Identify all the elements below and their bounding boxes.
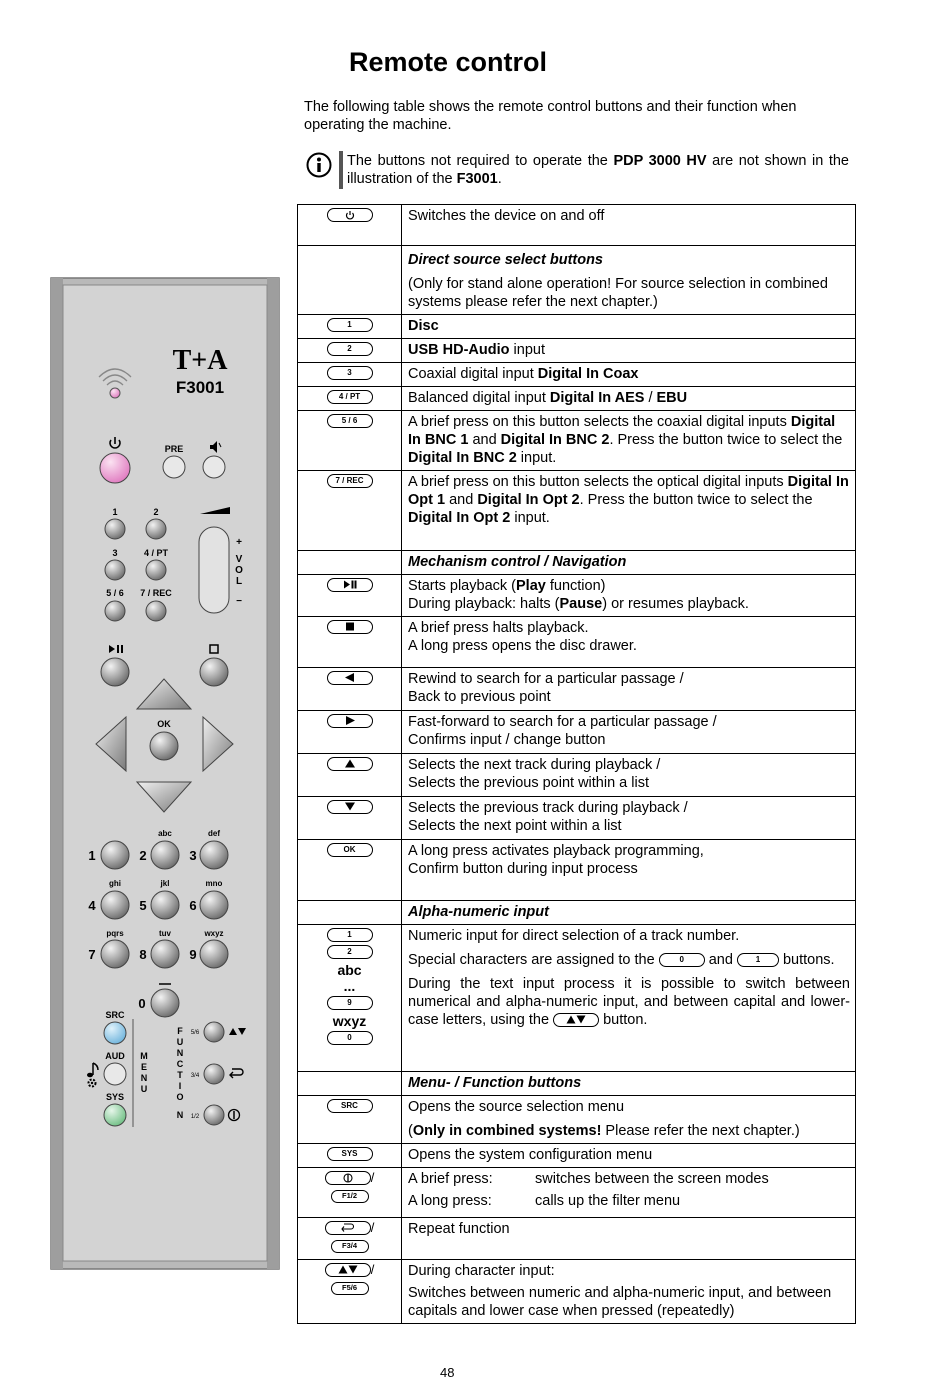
down-key xyxy=(327,800,373,814)
key-4pt-label: 4 / PT xyxy=(143,548,169,558)
volume-rocker[interactable] xyxy=(199,527,229,613)
digit-3-button[interactable] xyxy=(200,841,228,869)
arrow-up-icon xyxy=(344,759,356,768)
vol-plus-label: + xyxy=(236,537,242,548)
ok-label: OK xyxy=(157,719,171,729)
page-title: Remote control xyxy=(349,47,548,77)
stop-icon xyxy=(345,622,355,631)
menu-letter: E xyxy=(140,1062,148,1072)
power-icon xyxy=(345,210,355,220)
table-row: / F1/2 A brief press: switches between the screen modes A long press: calls up the filter menu xyxy=(298,1168,856,1218)
section-title: Menu- / Function buttons xyxy=(402,1072,856,1096)
digit-3-label: 3 xyxy=(189,848,197,863)
digit-9-button[interactable] xyxy=(200,940,228,968)
key-1: 1 xyxy=(737,953,779,967)
src-key: SRC xyxy=(327,1099,373,1113)
key-2: 2 xyxy=(327,945,373,959)
table-row xyxy=(298,1072,856,1096)
f12-key: F1/2 xyxy=(331,1190,369,1203)
up-down-icon xyxy=(566,1015,586,1024)
function-letter: U xyxy=(176,1037,184,1047)
left-key xyxy=(327,671,373,685)
table-row: Rewind to search for a particular passage / Back to previous point xyxy=(298,668,856,711)
button-function-table xyxy=(297,204,856,1324)
sys-label: SYS xyxy=(105,1092,125,1102)
ok-button[interactable] xyxy=(150,732,178,760)
right-key xyxy=(327,714,373,728)
abc-label: abc xyxy=(158,829,172,838)
aud-label: AUD xyxy=(105,1051,125,1061)
table-row: SRC Opens the source selection menu (Only in combined systems! Please refer the next chapter.) xyxy=(298,1096,856,1144)
stop-key xyxy=(327,620,373,634)
def-label: def xyxy=(208,829,220,838)
section-title: Alpha-numeric input xyxy=(402,901,856,925)
play-pause-key xyxy=(327,578,373,592)
function-12-button[interactable] xyxy=(204,1105,224,1125)
up-down-icon xyxy=(338,1265,358,1274)
digit-1-label: 1 xyxy=(88,848,96,863)
brand-logo: T+A xyxy=(172,345,228,376)
key-2: 2 xyxy=(327,342,373,356)
key-1-label: 1 xyxy=(112,507,118,517)
table-row xyxy=(298,205,856,246)
menu-letter: N xyxy=(140,1073,148,1083)
sys-button[interactable] xyxy=(104,1104,126,1126)
digit-4-button[interactable] xyxy=(101,891,129,919)
disc-label: Disc xyxy=(408,318,439,334)
digit-5-button[interactable] xyxy=(151,891,179,919)
repeat-icon xyxy=(341,1223,355,1232)
vol-minus-label: − xyxy=(236,596,242,607)
pre-button[interactable] xyxy=(163,456,185,478)
key-0: 0 xyxy=(659,953,705,967)
digit-7-label: 7 xyxy=(88,947,96,962)
key-56: 5 / 6 xyxy=(327,414,373,428)
screen-mode-icon xyxy=(343,1173,353,1183)
function-letter: N xyxy=(176,1110,184,1120)
digit-6-label: 6 xyxy=(189,898,197,913)
model-label: F3001 xyxy=(175,378,225,397)
function-letter: O xyxy=(176,1092,184,1102)
info-icon xyxy=(306,152,332,178)
table-row: 5 / 6 A brief press on this button selects the coaxial digital inputs Digital In BNC 1 and Digital In BNC 2. Press the button twice to select the Digital In BNC 2 input. xyxy=(298,411,856,471)
table-row: Starts playback (Play function) During playback: halts (Pause) or resumes playback. xyxy=(298,575,856,617)
table-row: SYS Opens the system configuration menu xyxy=(298,1144,856,1168)
wxyz-text: wxyz xyxy=(332,1013,367,1029)
digit-8-button[interactable] xyxy=(151,940,179,968)
table-row: 1 2 abc ... 9 wxyz 0 Numeric input for direct selection of a track number. Special characters are assigned to the 0 and 1 buttons. During the text input process it is possible to switch between numerical and alpha-numeric input, and between capital and lower-case letters, using the button. xyxy=(298,925,856,1072)
table-row xyxy=(298,246,856,315)
menu-letter: U xyxy=(140,1084,148,1094)
stop-button[interactable] xyxy=(200,658,228,686)
digit-6-button[interactable] xyxy=(200,891,228,919)
function-letter: T xyxy=(177,1070,183,1080)
key-3-label: 3 xyxy=(112,548,118,558)
mno-label: mno xyxy=(205,879,223,888)
jkl-label: jkl xyxy=(160,879,170,888)
f12-label: 1/2 xyxy=(190,1114,200,1120)
table-row xyxy=(298,315,856,339)
table-row: 7 / REC A brief press on this button selects the optical digital inputs Digital In Opt 1 and Digital In Opt 2. Press the button twice to select the Digital In Opt 2 input. xyxy=(298,471,856,551)
arrow-down-icon xyxy=(344,802,356,811)
key-7rec-label: 7 / REC xyxy=(140,588,172,598)
key-7rec: 7 / REC xyxy=(327,474,373,488)
table-row: Selects the next track during playback / Selects the previous point within a list xyxy=(298,754,856,797)
table-row: / F3/4 Repeat function xyxy=(298,1218,856,1260)
digit-0-label: 0 xyxy=(138,996,146,1011)
status-led xyxy=(110,388,120,398)
digit-8-label: 8 xyxy=(139,947,147,962)
repeat-key xyxy=(325,1221,371,1235)
ellipsis-text: ... xyxy=(343,978,356,994)
menu-letter: M xyxy=(140,1051,148,1061)
source-3-button[interactable] xyxy=(105,560,125,580)
intro-text: The following table shows the remote control buttons and their function when operating the machine. xyxy=(304,99,797,133)
digit-9-label: 9 xyxy=(189,947,197,962)
table-row: 2 USB HD-Audio input xyxy=(298,339,856,363)
f56-label: 5/6 xyxy=(190,1030,200,1036)
table-row xyxy=(298,901,856,925)
f34-key: F3/4 xyxy=(331,1240,369,1253)
table-row: A brief press halts playback. A long press opens the disc drawer. xyxy=(298,617,856,668)
note-text: The buttons not required to operate the PDP 3000 HV are not shown in the illustration of the F3001. xyxy=(347,153,849,187)
vol-letter: V xyxy=(235,554,243,565)
source-7rec-button[interactable] xyxy=(146,601,166,621)
arrow-right-icon xyxy=(344,716,356,725)
digit-2-label: 2 xyxy=(139,848,147,863)
src-label: SRC xyxy=(105,1010,125,1020)
digit-5-label: 5 xyxy=(139,898,147,913)
digit-4-label: 4 xyxy=(88,898,96,913)
pre-label: PRE xyxy=(164,444,184,454)
digit-2-button[interactable] xyxy=(151,841,179,869)
ghi-label: ghi xyxy=(109,879,121,888)
table-row: / F5/6 During character input: Switches between numeric and alpha-numeric input, and between capitals and lower case when pressed (repeatedly) xyxy=(298,1260,856,1324)
vol-letter: O xyxy=(235,565,243,576)
wxyz-label: wxyz xyxy=(204,929,224,938)
note-bar xyxy=(339,151,343,189)
table-row: Selects the previous track during playback / Selects the next point within a list xyxy=(298,797,856,840)
table-row: 3 Coaxial digital input Digital In Coax xyxy=(298,363,856,387)
key-1: 1 xyxy=(327,928,373,942)
abc-text: abc xyxy=(337,962,362,978)
ok-key: OK xyxy=(327,843,373,857)
section-desc: (Only for stand alone operation! For source selection in combined systems please refer the next chapter.) xyxy=(408,276,828,310)
section-title: Mechanism control / Navigation xyxy=(402,551,856,575)
function-letter: N xyxy=(176,1048,184,1058)
key-56-label: 5 / 6 xyxy=(106,588,124,598)
aud-button[interactable] xyxy=(104,1063,126,1085)
vol-letter: L xyxy=(235,576,243,587)
table-row: OK A long press activates playback programming, Confirm button during input process xyxy=(298,840,856,901)
power-button[interactable] xyxy=(100,453,130,483)
remote-illustration xyxy=(50,277,280,1270)
play-pause-icon xyxy=(342,580,358,589)
screen-mode-key xyxy=(325,1171,371,1185)
key-1: 1 xyxy=(327,318,373,332)
digit-1-button[interactable] xyxy=(101,841,129,869)
sys-key: SYS xyxy=(327,1147,373,1161)
up-key xyxy=(327,757,373,771)
source-2-button[interactable] xyxy=(146,519,166,539)
page-number: 48 xyxy=(440,1365,455,1380)
function-56-button[interactable] xyxy=(204,1022,224,1042)
power-desc: Switches the device on and off xyxy=(402,205,856,246)
function-letter: C xyxy=(176,1059,184,1069)
table-row: 4 / PT Balanced digital input Digital In AES / EBU xyxy=(298,387,856,411)
key-4pt: 4 / PT xyxy=(327,390,373,404)
up-down-key xyxy=(553,1013,599,1027)
power-key xyxy=(327,208,373,222)
key-3: 3 xyxy=(327,366,373,380)
play-pause-button[interactable] xyxy=(101,658,129,686)
source-56-button[interactable] xyxy=(105,601,125,621)
function-letter: F xyxy=(177,1026,183,1036)
f34-label: 3/4 xyxy=(190,1073,200,1079)
digit-7-button[interactable] xyxy=(101,940,129,968)
pqrs-label: pqrs xyxy=(106,929,124,938)
digit-0-button[interactable] xyxy=(151,989,179,1017)
key-2-label: 2 xyxy=(153,507,159,517)
table-row: Fast-forward to search for a particular passage / Confirms input / change button xyxy=(298,711,856,754)
section-title: Direct source select buttons xyxy=(408,252,603,268)
key-0: 0 xyxy=(327,1031,373,1045)
source-1-button[interactable] xyxy=(105,519,125,539)
tuv-label: tuv xyxy=(159,929,171,938)
arrow-left-icon xyxy=(344,673,356,682)
up-down-key xyxy=(325,1263,371,1277)
function-letter: I xyxy=(178,1081,182,1091)
f56-key: F5/6 xyxy=(331,1282,369,1295)
src-button[interactable] xyxy=(104,1022,126,1044)
function-34-button[interactable] xyxy=(204,1064,224,1084)
source-4pt-button[interactable] xyxy=(146,560,166,580)
table-row xyxy=(298,551,856,575)
mute-button[interactable] xyxy=(203,456,225,478)
key-9: 9 xyxy=(327,996,373,1010)
